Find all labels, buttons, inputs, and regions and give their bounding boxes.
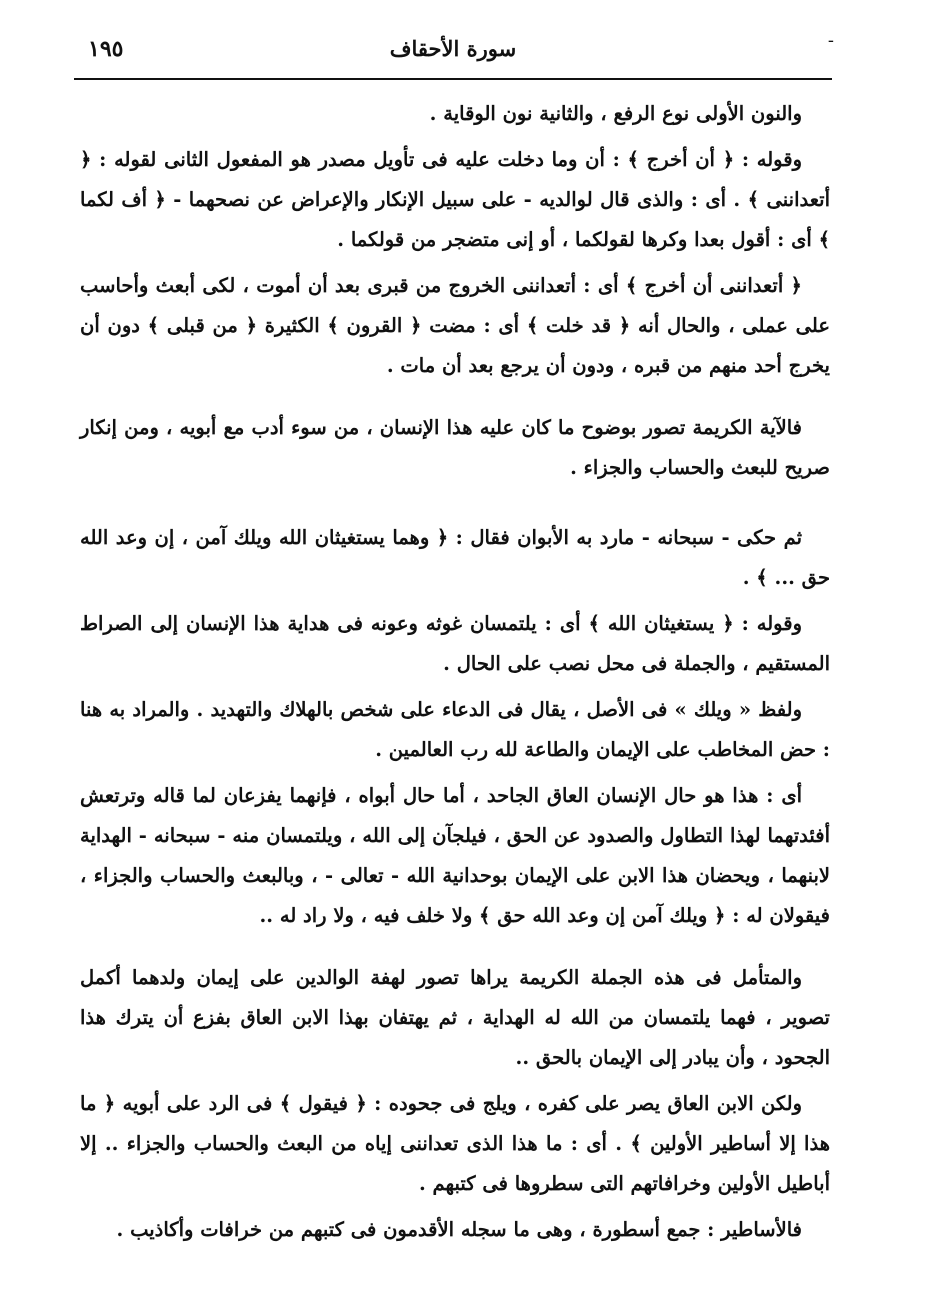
paragraph-7: ولفظ « ويلك » فى الأصل ، يقال فى الدعاء على شخص بالهلاك والتهديد . والمراد به هنا : حض المخاطب على الإيمان والطاعة لله رب العالمين . xyxy=(80,698,830,761)
page-header xyxy=(74,30,832,74)
paragraph-10: ولكن الابن العاق يصر على كفره ، ويلج فى جحوده : ﴿ فيقول ﴾ فى الرد على أبويه ﴿ ما هذا إلا أساطير الأولين ﴾ . أى : ما هذا الذى تعداننى إياه من البعث والحساب والجزاء .. إلا أباطيل الأولين وخرافاتهم التى سطروها فى كتبهم . xyxy=(80,1092,830,1195)
header-rule xyxy=(74,78,832,80)
paragraph-4: فالآية الكريمة تصور بوضوح ما كان عليه هذا الإنسان ، من سوء أدب مع أبويه ، ومن إنكار صريح للبعث والحساب والجزاء . xyxy=(80,416,830,479)
paragraph-5: ثم حكى - سبحانه - مارد به الأبوان فقال : ﴿ وهما يستغيثان الله ويلك آمن ، إن وعد الله حق ... ﴾ . xyxy=(80,526,830,589)
paragraph-1: والنون الأولى نوع الرفع ، والثانية نون الوقاية . xyxy=(429,102,802,125)
paragraph-3: ﴿ أتعداننى أن أخرج ﴾ أى : أتعداننى الخروج من قبرى بعد أن أموت ، لكى أبعث وأحاسب على عملى ، والحال أنه ﴿ قد خلت ﴾ أى : مضت ﴿ القرون ﴾ الكثيرة ﴿ من قبلى ﴾ دون أن يخرج أحد منهم من قبره ، ودون أن يرجع بعد أن مات . xyxy=(80,274,830,377)
paragraph-11: فالأساطير : جمع أسطورة ، وهى ما سجله الأقدمون فى كتبهم من خرافات وأكاذيب . xyxy=(116,1218,802,1241)
paragraph-6: وقوله : ﴿ يستغيثان الله ﴾ أى : يلتمسان غوثه وعونه فى هداية هذا الإنسان إلى الصراط المستقيم ، والجملة فى محل نصب على الحال . xyxy=(80,612,830,675)
header-mark: - xyxy=(827,30,834,51)
paragraph-9: والمتأمل فى هذه الجملة الكريمة يراها تصور لهفة الوالدين على إيمان ولدهما أكمل تصوير ، فهما يلتمسان من الله له الهداية ، ثم يهتفان بهذا الابن العاق بفزع أن يترك هذا الجحود ، وأن يبادر إلى الإيمان بالحق .. xyxy=(80,966,830,1069)
paragraph-2: وقوله : ﴿ أن أخرج ﴾ : أن وما دخلت عليه فى تأويل مصدر هو المفعول الثانى لقوله : ﴿ أتعداننى ﴾ . أى : والذى قال لوالديه - على سبيل الإنكار والإعراض عن نصحهما - ﴿ أف لكما ﴾ أى : أقول بعدا وكرها لقولكما ، أو إنى متضجر من قولكما . xyxy=(80,148,830,251)
running-title: سورة الأحقاف xyxy=(389,36,517,61)
paragraph-8: أى : هذا هو حال الإنسان العاق الجاحد ، أما حال أبواه ، فإنهما يفزعان لما قاله وترتعش أفئدتهما لهذا التطاول والصدود عن الحق ، فيلجآن إلى الله ، ويلتمسان منه - سبحانه - الهداية لابنهما ، ويحضان هذا الابن على الإيمان بوحدانية الله - تعالى - ، وبالبعث والحساب والجزاء ، فيقولان له : ﴿ ويلك آمن إن وعد الله حق ﴾ ولا خلف فيه ، ولا راد له .. xyxy=(80,784,830,927)
page-number: ١٩٥ xyxy=(88,36,124,62)
page-body xyxy=(80,94,830,1256)
